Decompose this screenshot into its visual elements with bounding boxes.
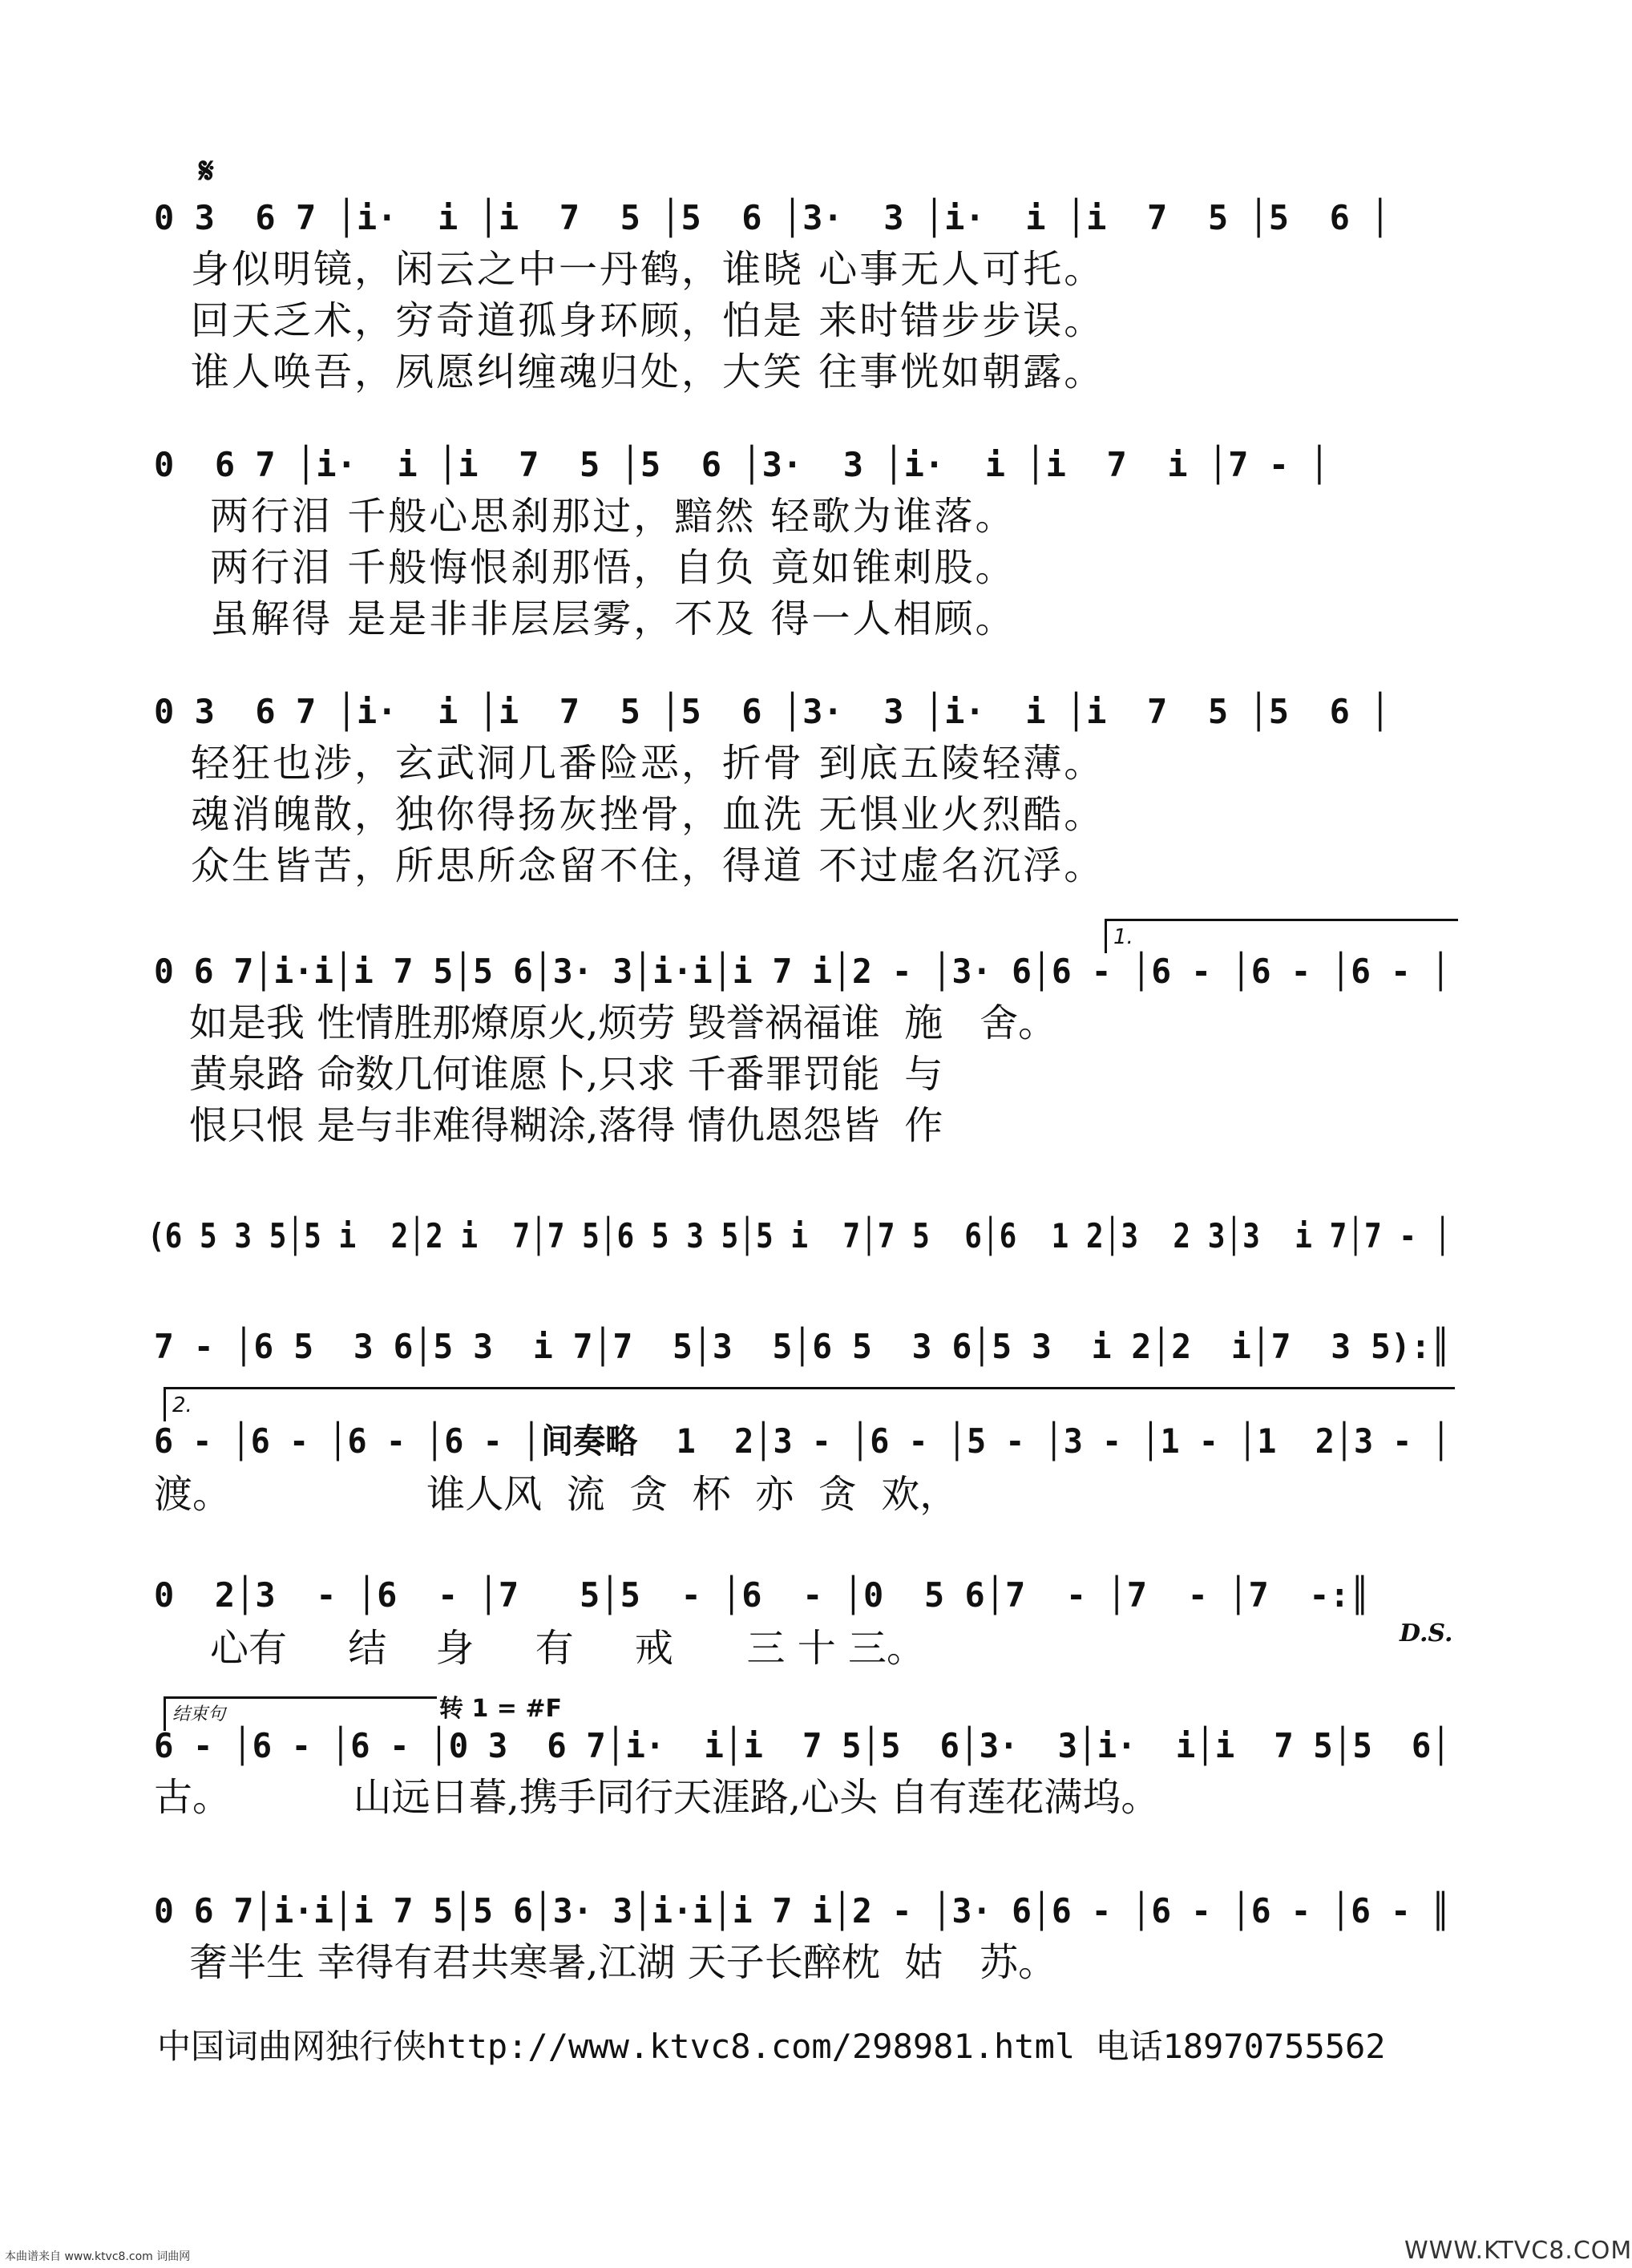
lyric-verse-1: 身似明镜，闲云之中一丹鹤，谁晓 心事无人可托。 (191, 247, 1105, 292)
corner-watermark-logo: WWW.KTVC8.COM (1404, 2237, 1632, 2265)
lyric-line: 心有 结 身 有 戒 三 十 三。 (210, 1626, 925, 1671)
notation-line: 0 6 7│i·i│i 7 5│5 6│3· 3│i·i│i 7 i│2 - │3· 6│6 - │6 - │6 - │6 - ║ (154, 1891, 1451, 1930)
lyric-verse-2: 回天乏术，穷奇道孤身环顾，怕是 来时错步步误。 (191, 298, 1105, 343)
lyric-verse-2: 两行泪 千般悔恨刹那悟，自负 竟如锥刺股。 (210, 545, 1016, 590)
lyric-verse-1: 如是我 性情胜那燎原火,烦劳 毁誉祸福谁 施 舍。 (189, 1001, 1057, 1045)
notation-line: 6 - │6 - │6 - │6 - │间奏略 1 2│3 - │6 - │5 - │3 - │1 - │1 2│3 - │ (154, 1421, 1451, 1461)
lyric-verse-2: 魂消魄散，独你得扬灰挫骨，血洗 无惧业火烈酷。 (191, 792, 1105, 837)
notation-line: 0 2│3 - │6 - │7 5│5 - │6 - │0 5 6│7 - │7 - │7 -:║ (154, 1575, 1371, 1615)
lyric-verse-1: 两行泪 千般心思刹那过，黯然 轻歌为谁落。 (210, 494, 1016, 539)
notation-line: 0 6 7│i·i│i 7 5│5 6│3· 3│i·i│i 7 i│2 - │3· 6│6 - │6 - │6 - │6 - │ (154, 952, 1451, 991)
dal-segno-mark: D.S. (1400, 1619, 1453, 1647)
notation-line: 7 - │6 5 3 6│5 3 i 7│7 5│3 5│6 5 3 6│5 3 i 2│2 i│7 3 5):║ (154, 1327, 1451, 1366)
lyric-line: 渡。 谁人风 流 贪 杯 亦 贪 欢， (154, 1472, 959, 1517)
notation-line: 0 3 6 7 │i· i │i 7 5 │5 6 │3· 3 │i· i │i 7 5 │5 6 │ (154, 692, 1391, 731)
notation-line: (6 5 3 5│5 i 2│2 i 7│7 5│6 5 3 5│5 i 7│7 5 6│6 1 2│3 2 3│3 i 7│7 - │ (147, 1216, 1452, 1255)
corner-watermark-left: 本曲谱来自 www.ktvc8.com 词曲网 (5, 2250, 191, 2263)
lyric-verse-3: 恨只恨 是与非难得糊涂,落得 情仇恩怨皆 作 (189, 1103, 943, 1148)
lyric-verse-3: 虽解得 是是非非层层雾，不及 得一人相顾。 (210, 596, 1016, 641)
second-ending-bracket: 2. (164, 1387, 1455, 1421)
lyric-verse-3: 众生皆苦，所思所念留不住，得道 不过虚名沉浮。 (191, 843, 1105, 888)
segno-sign: 𝄋 (199, 151, 214, 192)
first-ending-bracket: 1. (1105, 919, 1458, 953)
notation-line: 0 3 6 7 │i· i │i 7 5 │5 6 │3· 3 │i· i │i 7 5 │5 6 │ (154, 198, 1391, 237)
lyric-verse-1: 轻狂也涉，玄武洞几番险恶，折骨 到底五陵轻薄。 (191, 741, 1105, 786)
lyric-verse-3: 谁人唤吾，夙愿纠缠魂归处，大笑 往事恍如朝露。 (191, 350, 1105, 394)
lyric-line: 奢半生 幸得有君共寒暑,江湖 天子长醉枕 姑 苏。 (189, 1940, 1057, 1985)
lyric-verse-2: 黄泉路 命数几何谁愿卜,只求 千番罪罚能 与 (189, 1052, 943, 1097)
notation-line: 6 - │6 - │6 - │0 3 6 7│i· i│i 7 5│5 6│3· 3│i· i│i 7 5│5 6│ (154, 1726, 1451, 1765)
lyric-line: 古。 山远日暮,携手同行天涯路,心头 自有莲花满坞。 (154, 1775, 1160, 1820)
key-change-label: 转 1 = #F (439, 1695, 562, 1723)
coda-bracket: 结束句 (164, 1696, 437, 1731)
source-footer: 中国词曲网独行侠http://www.ktvc8.com/298981.html 电话18970755562 (157, 2027, 1386, 2066)
notation-line: 0 6 7 │i· i │i 7 5 │5 6 │3· 3 │i· i │i 7 i │7 - │ (154, 445, 1330, 484)
